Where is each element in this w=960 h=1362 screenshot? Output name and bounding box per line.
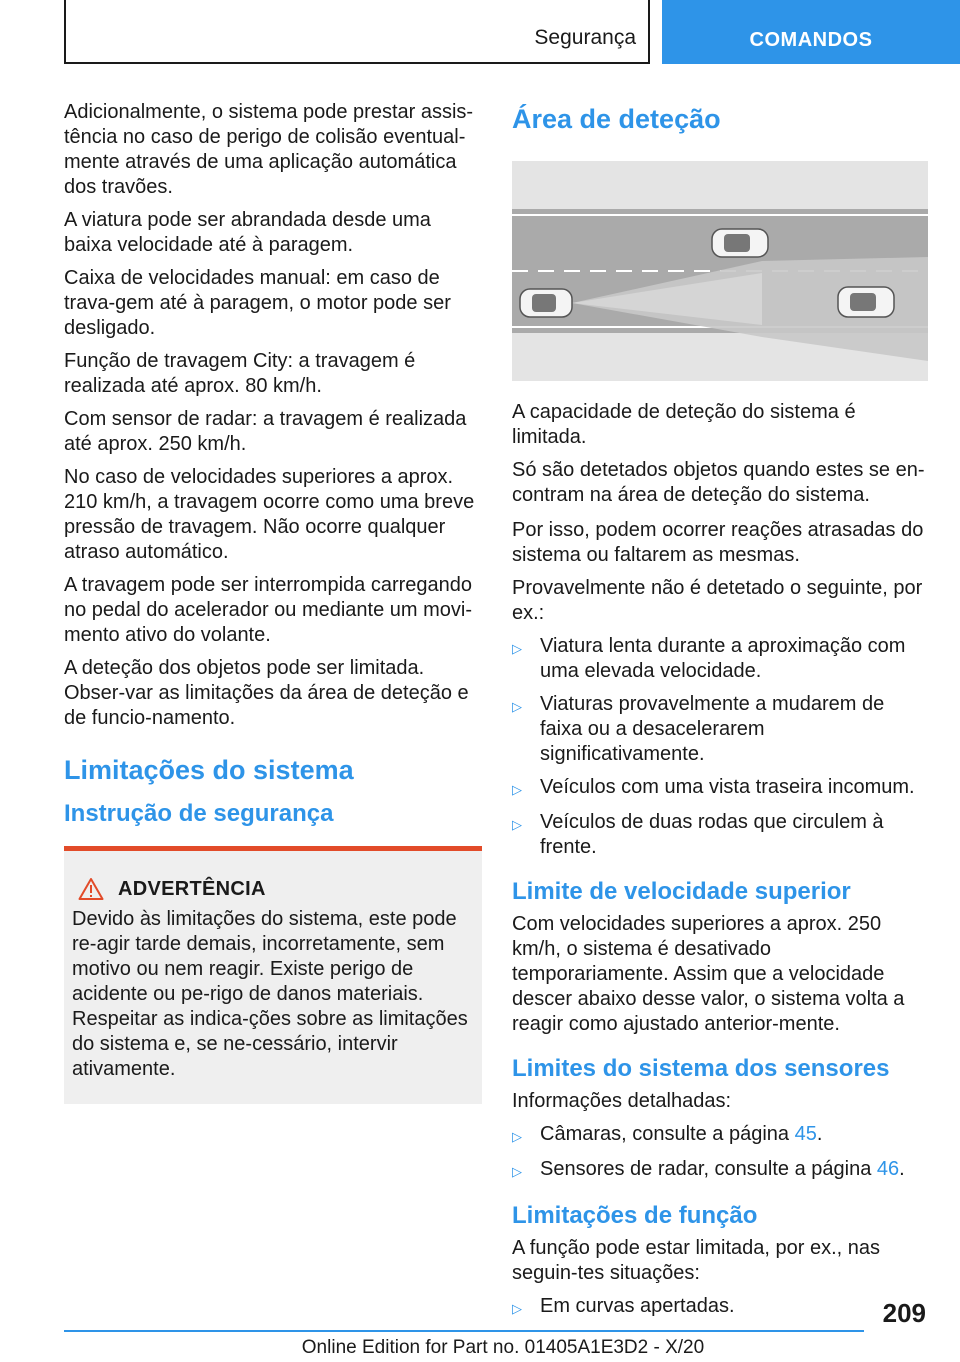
header-section-title: Segurança — [534, 26, 636, 49]
warning-title: ADVERTÊNCIA — [118, 877, 266, 900]
list-item: ▷ Em curvas apertadas. — [512, 1294, 932, 1321]
subheading-speed-limit: Limite de velocidade superior — [512, 878, 851, 905]
bullet-list-function — [512, 1294, 932, 1321]
list-item: ▷ Sensores de radar, consulte a página 46. — [512, 1157, 932, 1184]
bullet-triangle-icon: ▷ — [512, 1129, 522, 1144]
detection-area-illustration — [512, 161, 928, 381]
warning-text: Devido às limitações do sistema, este pode re-agir tarde demais, incorretamente, sem motivo ou nem reagir. Existe perigo de acidente ou pe-rigo de danos materiais. Respeitar as indica-ções sobre as limitações do sistema e, se ne-cessário, intervir ativamente. — [72, 908, 468, 1080]
right-column — [512, 100, 932, 1329]
paragraph: No caso de velocidades superiores a aprox. 210 km/h, a travagem ocorre como uma breve pressão de travagem. Não ocorre qualquer atraso automático. — [64, 466, 475, 563]
bullet-list-sensors — [512, 1122, 932, 1184]
paragraph: Provavelmente não é detetado o seguinte, por ex.: — [512, 577, 923, 624]
bullet-triangle-icon: ▷ — [512, 641, 522, 656]
list-item: ▷ Câmaras, consulte a página 45. — [512, 1122, 932, 1149]
paragraph: A deteção dos objetos pode ser limitada. Obser-var as limitações da área de deteção e de funcio-namento. — [64, 657, 469, 729]
paragraph: A viatura pode ser abrandada desde uma baixa velocidade até à paragem. — [64, 209, 431, 256]
subheading-safety-instruction: Instrução de segurança — [64, 800, 334, 827]
warning-header — [72, 877, 474, 901]
paragraph: Adicionalmente, o sistema pode prestar assis-tência no caso de perigo de colisão eventual-mente através de uma aplicação automática dos travões. — [64, 101, 474, 198]
list-item: ▷ Viatura lenta durante a aproximação com uma elevada velocidade. — [512, 635, 906, 682]
car-ahead-icon — [838, 287, 894, 317]
bullet-triangle-icon: ▷ — [512, 817, 522, 832]
list-item: ▷ Veículos de duas rodas que circulem à frente. — [512, 811, 884, 858]
car-ego-icon — [520, 289, 572, 317]
bullet-triangle-icon: ▷ — [512, 782, 522, 797]
warning-box — [64, 846, 482, 1104]
car-lane-left-icon — [712, 229, 768, 257]
bullet-list-undetected — [512, 634, 932, 860]
paragraph: Com sensor de radar: a travagem é realizada até aprox. 250 km/h. — [64, 408, 467, 455]
bullet-triangle-icon: ▷ — [512, 699, 522, 714]
footer-divider — [64, 1330, 864, 1332]
list-item: ▷ Veículos com uma vista traseira incomum. — [512, 775, 932, 802]
warning-triangle-icon — [78, 877, 104, 901]
section-heading-detection-area: Área de deteção — [512, 104, 721, 134]
paragraph: Função de travagem City: a travagem é realizada até aprox. 80 km/h. — [64, 350, 416, 397]
bullet-triangle-icon: ▷ — [512, 1301, 522, 1316]
subheading-sensor-limits: Limites do sistema dos sensores — [512, 1055, 890, 1082]
list-item: ▷ Viaturas provavelmente a mudarem de faixa ou a desacelerarem significativamente. — [512, 693, 885, 765]
paragraph: Com velocidades superiores a aprox. 250 km/h, o sistema é desativado temporariamente. Assim que a velocidade descer abaixo desse valor, o sistema volta a reagir como ajustado anterior-mente. — [512, 913, 905, 1035]
subheading-function-limits: Limitações de função — [512, 1202, 758, 1229]
paragraph: Só são detetados objetos quando estes se en-contram na área de deteção do sistema. — [512, 459, 925, 506]
page-link-46[interactable]: 46 — [876, 1158, 900, 1180]
paragraph: A capacidade de deteção do sistema é limitada. — [512, 401, 856, 448]
header-tab-comandos: COMANDOS — [662, 0, 960, 64]
paragraph: A função pode estar limitada, por ex., nas seguin-tes situações: — [512, 1237, 880, 1284]
footer-edition: Online Edition for Part no. 01405A1E3D2 - X/20 — [301, 1337, 705, 1358]
paragraph: A travagem pode ser interrompida carregando no pedal do acelerador ou mediante um movi-mento ativo do volante. — [64, 574, 473, 646]
page-number: 209 — [882, 1298, 926, 1328]
paragraph: Caixa de velocidades manual: em caso de trava-gem até à paragem, o motor pode ser desligado. — [64, 267, 451, 339]
bullet-triangle-icon: ▷ — [512, 1164, 522, 1179]
paragraph: Por isso, podem ocorrer reações atrasadas do sistema ou faltarem as mesmas. — [512, 519, 924, 566]
section-heading-limitations: Limitações do sistema — [64, 755, 354, 785]
paragraph: Informações detalhadas: — [512, 1090, 732, 1112]
page-link-45[interactable]: 45 — [794, 1123, 817, 1145]
left-column — [64, 100, 482, 1104]
